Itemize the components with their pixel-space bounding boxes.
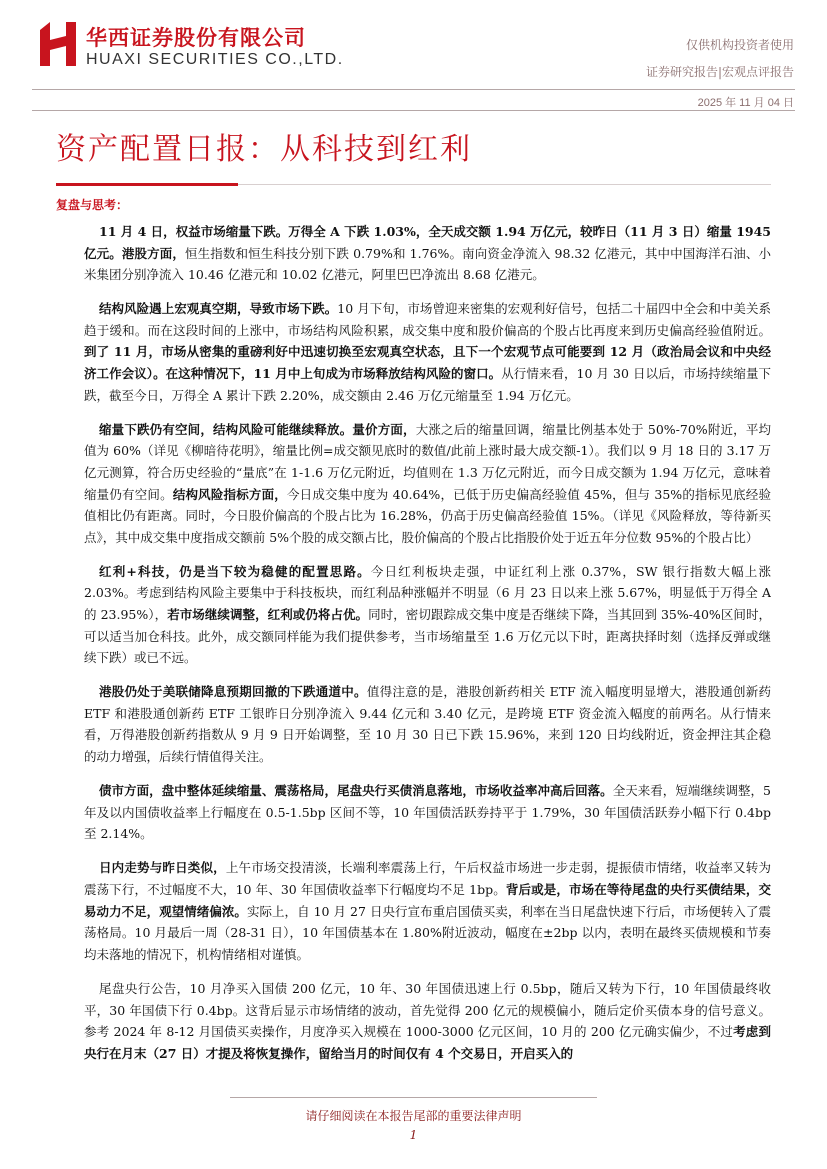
body-text: 从行情来看，10 月 30 日以后，市场持续缩量下跌，截至今日，万得全 A 累计下跌 2.20%，成交额由 2.46 万亿元缩量至 1.94 万亿元。	[84, 366, 771, 403]
emphasis-text: 债市方面，盘中整体延续缩量、震荡格局，尾盘央行买债消息落地，市场收益率冲高后回落。	[99, 783, 613, 799]
body-text: 全天来看，短端继续调整，5 年及以内国债收益率上行幅度在 0.5-1.5bp 区间不等，10 年国债活跃券持平于 1.79%，30 年国债活跃券小幅下行 0.4bp 至 2.14%。	[84, 783, 771, 842]
audience-tag: 仅供机构投资者使用	[685, 38, 794, 52]
emphasis-text: 到了 11 月，市场从密集的重磅利好中迅速切换至宏观真空状态，且下一个宏观节点可能要到 12 月（政治局会议和中央经济工作会议）。在这种情况下，11 月中上旬成为市场释放结构风险的窗口。	[84, 344, 771, 382]
report-body	[84, 221, 771, 1090]
body-text: 今日成交集中度为 40.64%，已低于历史偏高经验值 45%，但与 35%的指标见底经验值相比仍有距离。同时，今日股价偏高的个股占比为 16.28%，仍高于历史偏高经验值 15%。（详见《风险释放，等待新买点》，其中成交集中度指成交额前 5%个股的成交额占比，股价偏高的个股占比指股价处于近五年分位数 95%的个股占比）	[84, 486, 771, 545]
body-text: 今日红利板块走强，中证红利上涨 0.37%，SW 银行指数大幅上涨 2.03%。考虑到结构风险主要集中于科技板块，而红利品种涨幅并不明显（6 月 23 日以来上涨 5.67%，明显低于万得全 A 的 23.95%），	[84, 563, 771, 622]
company-name-cn: 华西证券股份有限公司	[86, 26, 306, 50]
body-text: 大涨之后的缩量回调，缩量比例基本处于 50%-70%附近，平均值为 60%（详见《柳暗待花明》，缩量比例=成交额见底时的数值/此前上涨时最大成交额-1）。我们以 9 月 18 日的 3.17 万亿元测算，符合历史经验的“量底”在 1-1.6 万亿元附近，均值则在 1.3 万亿元附近，而今日成交额为 1.94 万亿元，意味着缩量仍有空间。	[84, 421, 771, 502]
page-number: 1	[409, 1128, 418, 1142]
report-title: 资产配置日报：从科技到红利	[56, 132, 472, 167]
report-date: 2025 年 11 月 04 日	[697, 97, 794, 109]
body-paragraph	[84, 978, 771, 1064]
body-text: 尾盘央行公告，10 月净买入国债 200 亿元，10 年、30 年国债迅速上行 0.5bp，随后又转为下行，10 年国债最终收平，30 年国债下行 0.4bp。这背后显示市场情绪的波动，首先觉得 200 亿元的规模偏小，随后定价买债本身的信号意义。参考 2024 年 8-12 月国债买卖操作，月度净买入规模在 1000-3000 亿元区间，10 月的 200 亿元确实偏少，不过	[84, 980, 771, 1040]
body-paragraph	[84, 561, 771, 669]
body-text: 同时，密切跟踪成交集中度是否继续下降，当其回到 35%-40%区间时，可以适当加仓科技。此外，成交额同样能为我们提供参考，当市场缩量至 1.6 万亿元以下时，距离抉择时刻（选择反弹或继续下跌）或已不远。	[84, 607, 771, 666]
body-paragraph	[84, 857, 771, 965]
title-underline	[238, 184, 771, 185]
emphasis-text: 背后或是，市场在等待尾盘的央行买债结果，交易动力不足，观望情绪偏浓。	[84, 882, 771, 919]
section-heading: 复盘与思考：	[56, 198, 129, 212]
body-paragraph	[84, 298, 771, 406]
emphasis-text: 日内走势与昨日类似，	[99, 860, 226, 876]
body-text: 值得注意的是，港股创新药相关 ETF 流入幅度明显增大，港股通创新药 ETF 和港股通创新药 ETF 工银昨日分别净流入 9.44 亿元和 3.40 亿元，是跨境 ETF 资金流入幅度的前两名。从行情来看，万得港股创新药指数从 9 月 9 日开始调整，至 10 月 30 日已下跌 15.96%，来到 120 日均线附近，资金押注其企稳的动力增强，后续行情值得关注。	[84, 684, 771, 765]
body-paragraph	[84, 419, 771, 549]
body-text: 上午市场交投清淡，长端利率震荡上行，午后权益市场进一步走弱，提振债市情绪，收益率又转为震荡下行，不过幅度不大，10 年、30 年国债收益率下行幅度均不足 1bp。	[84, 860, 771, 898]
body-text: 实际上，自 10 月 27 日央行宣布重启国债买卖，利率在当日尾盘快速下行后，市场便转入了震荡格局。10 月最后一周（28-31 日），10 年国债基本在 1.80%附近波动，幅度在±2bp 以内，表明在最终买债规模和节奏均未落地的情况下，机构情绪相对谨慎。	[84, 903, 771, 962]
body-text: 10 月下旬，市场曾迎来密集的宏观利好信号，包括二十届四中全会和中美关系趋于缓和。而在这段时间的上涨中，市场结构风险积累，成交集中度和股价偏高的个股占比再度来到历史偏高经验值附近。	[84, 301, 771, 338]
footer-divider	[230, 1097, 597, 1098]
emphasis-text: 红利+科技，仍是当下较为稳健的配置思路。	[99, 563, 371, 579]
emphasis-text: 11 月 4 日，权益市场缩量下跌。万得全 A 下跌 1.03%，全天成交额 1.94 万亿元，较昨日（11 月 3 日）缩量 1945 亿元。港股方面，	[84, 224, 771, 261]
report-type: 证券研究报告|宏观点评报告	[645, 65, 794, 79]
huaxi-logo-icon	[40, 22, 76, 66]
body-text: 恒生指数和恒生科技分别下跌 0.79%和 1.76%。南向资金净流入 98.32 亿港元，其中中国海洋石油、小米集团分别净流入 10.46 亿港元和 10.02 亿港元，阿里巴巴净流出 8.68 亿港元。	[84, 245, 771, 283]
company-name-en: HUAXI SECURITIES CO.,LTD.	[86, 51, 344, 68]
title-accent-bar	[56, 183, 238, 186]
emphasis-text: 港股仍处于美联储降息预期回撤的下跌通道中。	[99, 684, 367, 700]
body-paragraph	[84, 681, 771, 767]
emphasis-text: 结构风险遇上宏观真空期，导致市场下跌。	[99, 301, 338, 317]
emphasis-text: 结构风险指标方面，	[172, 486, 287, 502]
body-paragraph	[84, 221, 771, 286]
body-paragraph	[84, 780, 771, 845]
date-divider	[32, 110, 795, 111]
emphasis-text: 考虑到央行在月末（27 日）才提及将恢复操作，留给当月的时间仅有 4 个交易日，开启买入的	[84, 1024, 771, 1061]
header-divider	[32, 89, 795, 90]
legal-disclaimer: 请仔细阅读在本报告尾部的重要法律声明	[305, 1109, 522, 1123]
emphasis-text: 缩量下跌仍有空间，结构风险可能继续释放。量价方面，	[99, 421, 416, 437]
emphasis-text: 若市场继续调整，红利或仍将占优。	[167, 607, 369, 622]
